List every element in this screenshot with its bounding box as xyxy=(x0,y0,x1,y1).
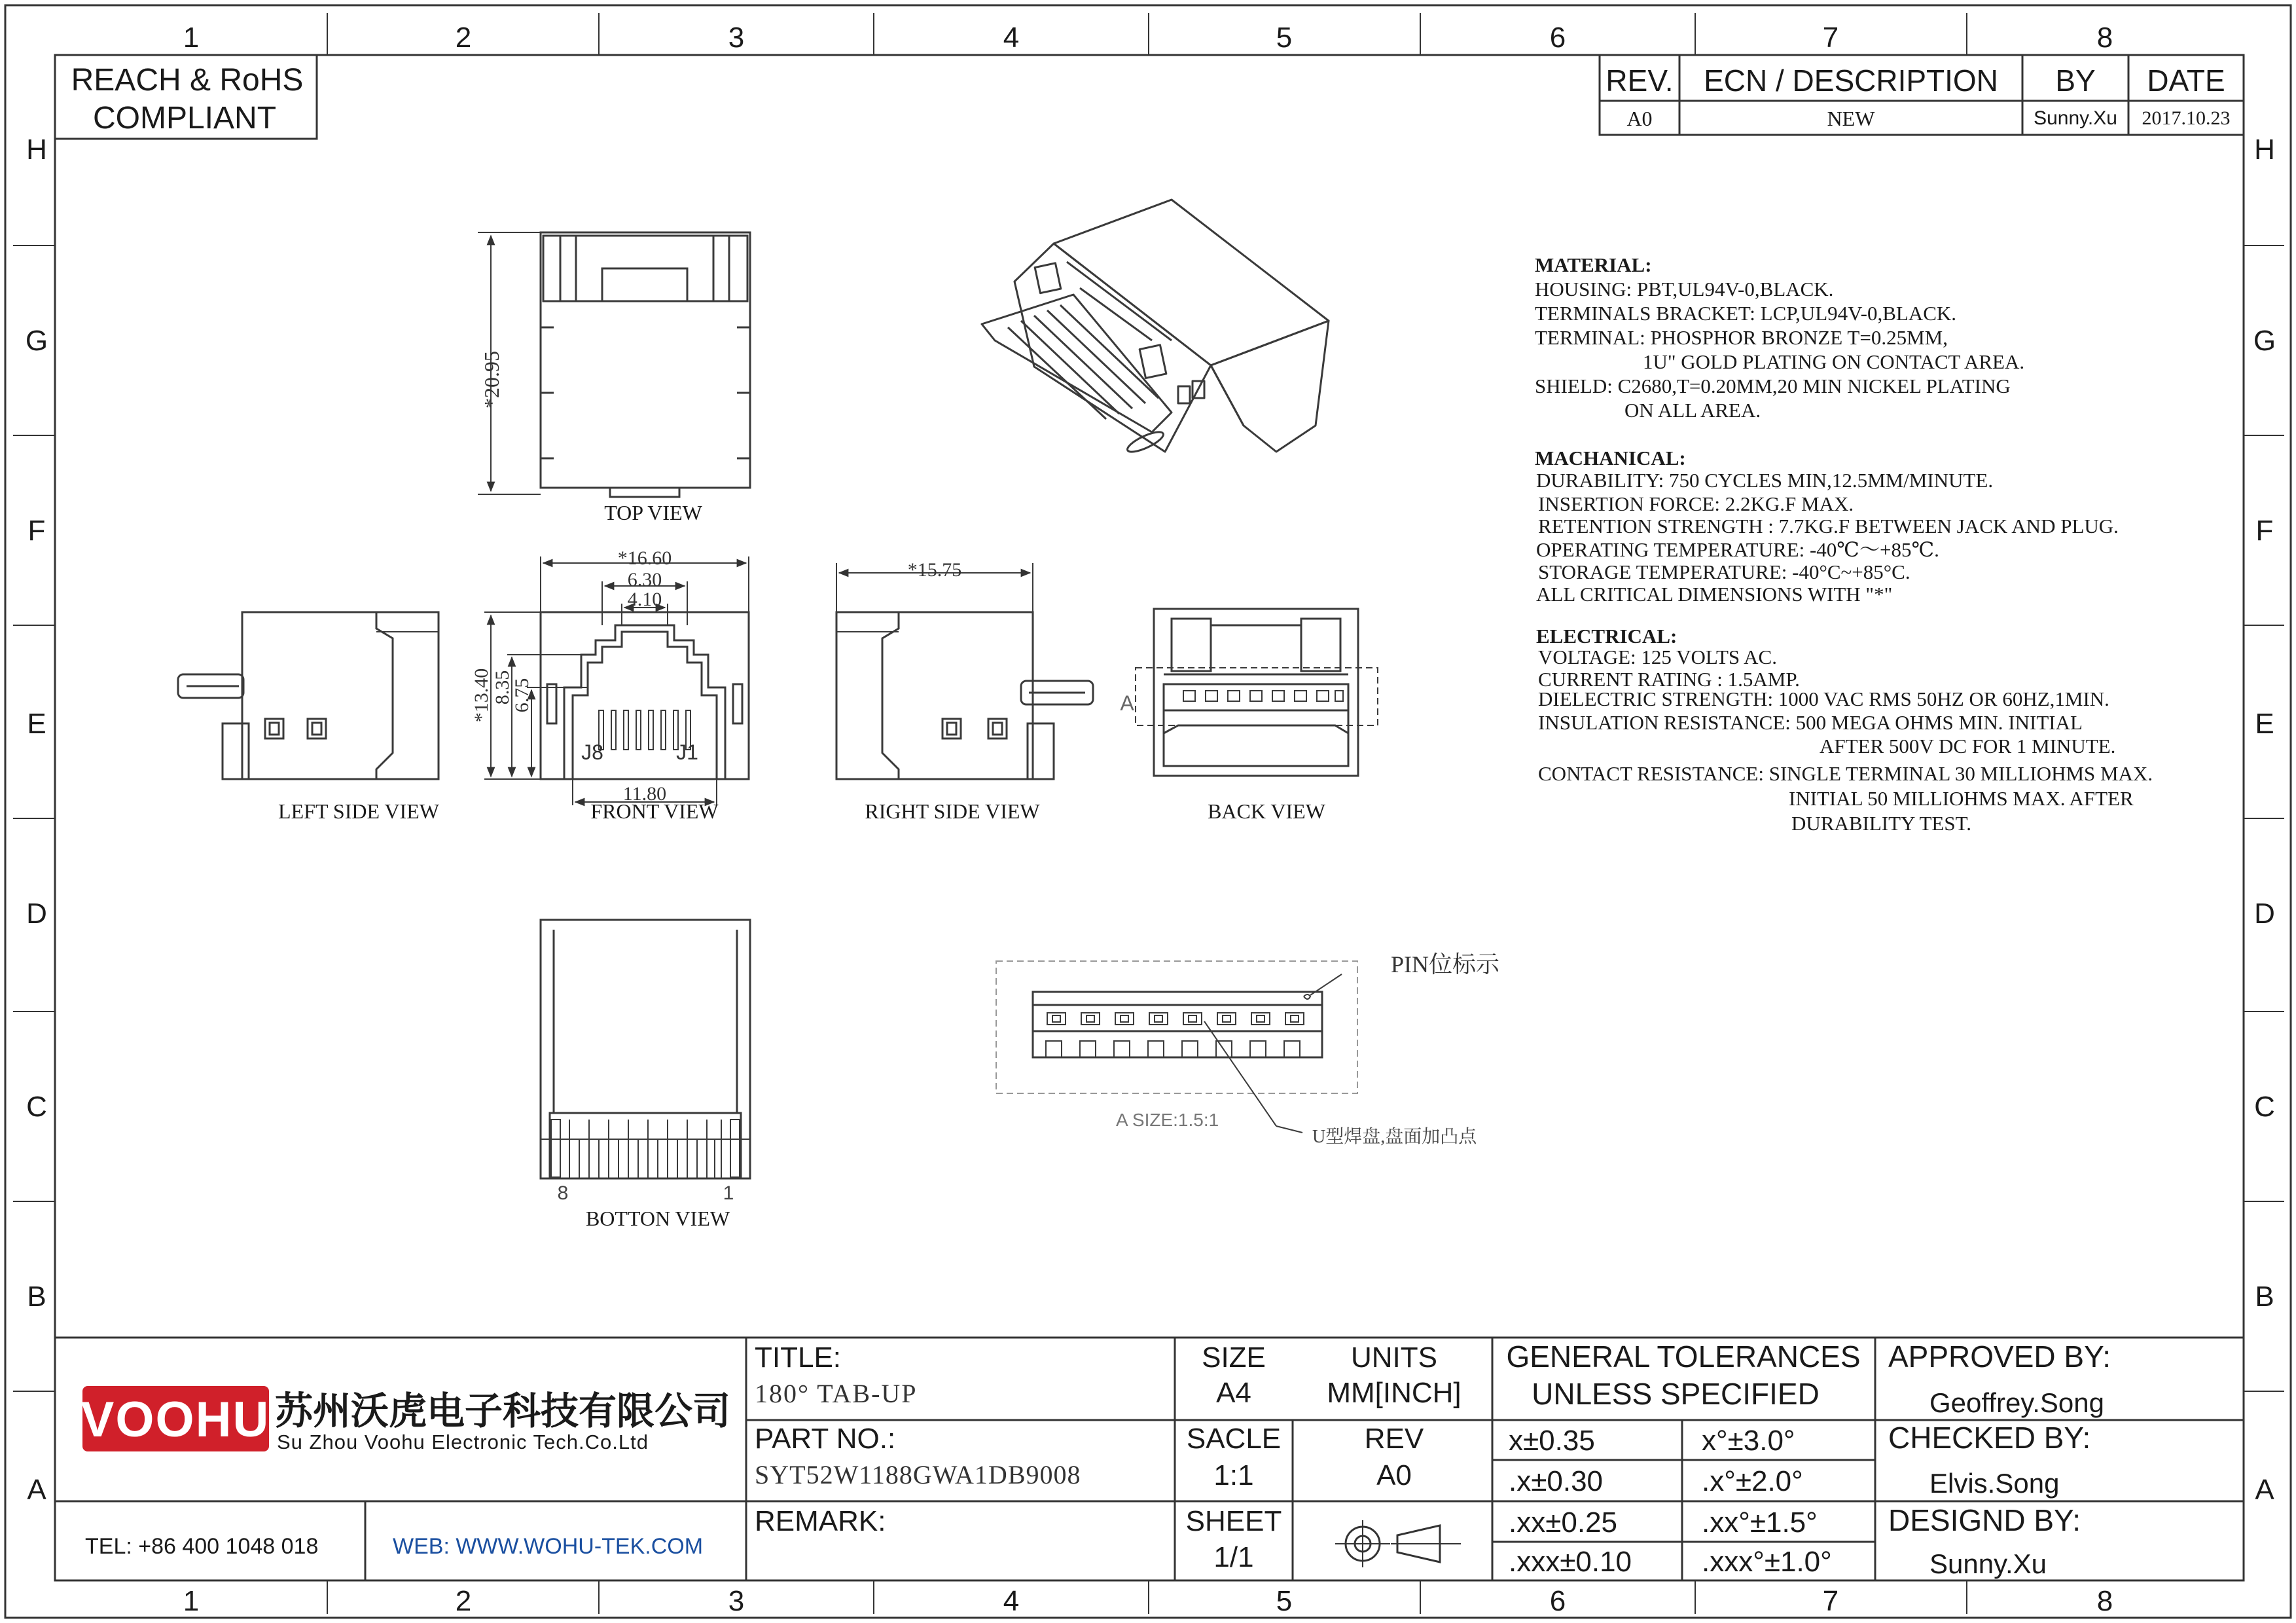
zone-col-4-bottom: 4 xyxy=(1003,1585,1020,1617)
tolerance-linear: .xxx±0.10 xyxy=(1509,1546,1632,1578)
mechanical-line: DURABILITY: 750 CYCLES MIN,12.5MM/MINUTE. xyxy=(1536,469,1994,492)
dim-front-h3: 6.75 xyxy=(511,678,533,713)
electrical-line: VOLTAGE: 125 VOLTS AC. xyxy=(1538,646,1777,668)
dim-front-plug-inner: 4.10 xyxy=(627,589,662,610)
electrical-line: CURRENT RATING : 1.5AMP. xyxy=(1538,668,1800,691)
back-view-label: BACK VIEW xyxy=(1208,799,1325,823)
zone-col-7: 7 xyxy=(1822,22,1839,54)
electrical-heading: ELECTRICAL: xyxy=(1536,625,1677,647)
zone-col-5-bottom: 5 xyxy=(1276,1585,1293,1617)
size-value: A4 xyxy=(1216,1377,1251,1409)
tolerance-angular: .x°±2.0° xyxy=(1702,1465,1803,1497)
section-marker-a: A xyxy=(1120,691,1134,715)
sheet-label: SHEET xyxy=(1185,1505,1282,1537)
right-side-view xyxy=(836,563,1093,779)
zone-col-3: 3 xyxy=(728,22,745,54)
contact-web: WEB: WWW.WOHU-TEK.COM xyxy=(393,1534,704,1559)
approved-by-label: APPROVED BY: xyxy=(1888,1340,2111,1374)
approved-by-value: Geoffrey.Song xyxy=(1929,1387,2104,1418)
tolerance-heading-2: UNLESS SPECIFIED xyxy=(1532,1377,1820,1411)
mechanical-heading: MACHANICAL: xyxy=(1535,447,1686,469)
detail-scale-label: A SIZE:1.5:1 xyxy=(1116,1110,1219,1130)
mechanical-line: ALL CRITICAL DIMENSIONS WITH "*" xyxy=(1536,583,1893,606)
zone-row-h-right: H xyxy=(2254,134,2275,166)
tolerance-heading-1: GENERAL TOLERANCES xyxy=(1506,1340,1861,1374)
compliance-line2: COMPLIANT xyxy=(92,101,277,136)
pin-label-j8: J8 xyxy=(581,740,603,764)
electrical-line: CONTACT RESISTANCE: SINGLE TERMINAL 30 MILLIOHMS MAX. xyxy=(1538,762,2153,785)
front-view-label: FRONT VIEW xyxy=(590,799,719,823)
mechanical-line: RETENTION STRENGTH : 7.7KG.F BETWEEN JACK AND PLUG. xyxy=(1538,515,2119,538)
scale-value: 1:1 xyxy=(1213,1459,1254,1491)
designed-by-label: DESIGND BY: xyxy=(1888,1503,2081,1537)
zone-row-a-right: A xyxy=(2255,1474,2274,1506)
title-label: TITLE: xyxy=(755,1341,842,1374)
description-header: ECN / DESCRIPTION xyxy=(1704,64,1998,98)
tolerance-angular: .xx°±1.5° xyxy=(1702,1506,1818,1539)
zone-col-2: 2 xyxy=(455,22,472,54)
part-number-value: SYT52W1188GWA1DB9008 xyxy=(755,1460,1081,1489)
dim-front-plug-outer: 6.30 xyxy=(627,569,662,591)
zone-col-5: 5 xyxy=(1276,22,1293,54)
scale-label: SACLE xyxy=(1186,1423,1282,1455)
description-value: NEW xyxy=(1827,107,1875,130)
electrical-line: DURABILITY TEST. xyxy=(1791,812,1971,835)
detail-a xyxy=(996,961,1357,1133)
top-view-label: TOP VIEW xyxy=(604,501,702,524)
revision-block xyxy=(1600,55,2244,135)
rev-label: REV xyxy=(1364,1423,1424,1455)
zone-col-8: 8 xyxy=(2096,22,2113,54)
zone-row-g: G xyxy=(25,325,48,357)
top-view xyxy=(478,232,750,497)
bottom-view xyxy=(541,920,750,1178)
tolerance-linear: .xx±0.25 xyxy=(1509,1506,1618,1539)
material-line: ON ALL AREA. xyxy=(1624,399,1761,422)
dim-front-bottom: 11.80 xyxy=(622,783,667,805)
mechanical-line: OPERATING TEMPERATURE: -40℃～+85℃. xyxy=(1536,538,1939,561)
zone-row-e: E xyxy=(27,708,46,740)
zone-row-h: H xyxy=(26,134,47,166)
logo-text: VOOHU xyxy=(81,1392,270,1448)
pad-note: U型焊盘,盘面加凸点 xyxy=(1312,1127,1477,1147)
title-block xyxy=(55,1338,2244,1580)
compliance-line1: REACH & RoHS xyxy=(71,63,304,98)
material-line: TERMINALS BRACKET: LCP,UL94V-0,BLACK. xyxy=(1535,302,1957,325)
zone-row-b: B xyxy=(27,1281,46,1313)
sheet-value: 1/1 xyxy=(1213,1541,1254,1573)
date-value: 2017.10.23 xyxy=(2142,107,2231,129)
electrical-line: AFTER 500V DC FOR 1 MINUTE. xyxy=(1820,735,2116,757)
zone-row-a: A xyxy=(27,1474,46,1506)
electrical-line: DIELECTRIC STRENGTH: 1000 VAC RMS 50HZ OR 60HZ,1MIN. xyxy=(1538,687,2109,710)
zone-row-f-right: F xyxy=(2255,515,2274,547)
material-line: TERMINAL: PHOSPHOR BRONZE T=0.25MM, xyxy=(1535,326,1948,349)
back-view xyxy=(1136,609,1378,776)
checked-by-value: Elvis.Song xyxy=(1929,1468,2060,1499)
compliance-box xyxy=(55,55,317,139)
dim-top-height: *20.95 xyxy=(480,351,503,409)
remark-label: REMARK: xyxy=(755,1505,886,1537)
material-line: 1U" GOLD PLATING ON CONTACT AREA. xyxy=(1643,350,2025,373)
checked-by-label: CHECKED BY: xyxy=(1888,1421,2091,1455)
electrical-line: INITIAL 50 MILLIOHMS MAX. AFTER xyxy=(1789,787,2134,810)
projection-symbol-icon xyxy=(1335,1520,1461,1567)
pin-label-8: 8 xyxy=(557,1182,569,1204)
dim-front-h2: 8.35 xyxy=(492,670,513,705)
rev-value: A0 xyxy=(1626,107,1653,130)
units-value: MM[INCH] xyxy=(1327,1377,1462,1409)
company-name-en: Su Zhou Voohu Electronic Tech.Co.Ltd xyxy=(277,1431,649,1453)
mechanical-line: STORAGE TEMPERATURE: -40°C~+85°C. xyxy=(1538,560,1910,583)
mechanical-line: INSERTION FORCE: 2.2KG.F MAX. xyxy=(1538,492,1854,515)
zone-col-2-bottom: 2 xyxy=(455,1585,472,1617)
left-side-view-label: LEFT SIDE VIEW xyxy=(278,799,439,823)
bottom-view-label: BOTTON VIEW xyxy=(585,1207,730,1230)
pin-label-1: 1 xyxy=(723,1182,734,1204)
zone-col-3-bottom: 3 xyxy=(728,1585,745,1617)
tolerance-angular: .xxx°±1.0° xyxy=(1702,1546,1832,1578)
zone-row-c-right: C xyxy=(2254,1091,2275,1123)
material-heading: MATERIAL: xyxy=(1535,253,1652,276)
zone-row-f: F xyxy=(27,515,46,547)
dim-side-length: *15.75 xyxy=(907,559,962,581)
zone-row-b-right: B xyxy=(2255,1281,2274,1313)
rev-value-title: A0 xyxy=(1376,1459,1412,1491)
units-label: UNITS xyxy=(1351,1341,1437,1374)
tolerance-angular: x°±3.0° xyxy=(1702,1425,1795,1457)
pin-label-j1: J1 xyxy=(676,740,698,764)
tolerance-linear: .x±0.30 xyxy=(1509,1465,1604,1497)
dim-front-height: *13.40 xyxy=(471,668,492,723)
size-label: SIZE xyxy=(1202,1341,1266,1374)
zone-row-c: C xyxy=(26,1091,47,1123)
zone-row-e-right: E xyxy=(2255,708,2274,740)
dim-front-width: *16.60 xyxy=(617,547,672,569)
part-number-label: PART NO.: xyxy=(755,1423,896,1455)
zone-col-7-bottom: 7 xyxy=(1822,1585,1839,1617)
date-header: DATE xyxy=(2147,64,2225,98)
zone-col-6: 6 xyxy=(1549,22,1566,54)
by-value: Sunny.Xu xyxy=(2034,107,2117,129)
zone-row-d-right: D xyxy=(2254,898,2275,930)
rev-header: REV. xyxy=(1605,64,1674,98)
zone-col-6-bottom: 6 xyxy=(1549,1585,1566,1617)
company-logo xyxy=(81,1386,270,1451)
title-value: 180° TAB-UP xyxy=(755,1379,918,1408)
isometric-view xyxy=(982,200,1329,456)
pin-marker-note: PIN位标示 xyxy=(1391,951,1500,977)
zone-col-4: 4 xyxy=(1003,22,1020,54)
material-line: SHIELD: C2680,T=0.20MM,20 MIN NICKEL PLATING xyxy=(1535,374,2011,397)
contact-tel: TEL: +86 400 1048 018 xyxy=(85,1534,319,1559)
zone-col-8-bottom: 8 xyxy=(2096,1585,2113,1617)
zone-row-d: D xyxy=(26,898,47,930)
by-header: BY xyxy=(2055,64,2096,98)
specification-notes xyxy=(1535,253,2153,835)
zone-col-1: 1 xyxy=(183,22,200,54)
electrical-line: INSULATION RESISTANCE: 500 MEGA OHMS MIN. INITIAL xyxy=(1538,711,2083,734)
designed-by-value: Sunny.Xu xyxy=(1929,1548,2047,1579)
company-name-cn: 苏州沃虎电子科技有限公司 xyxy=(275,1390,731,1432)
zone-row-g-right: G xyxy=(2253,325,2276,357)
left-side-view xyxy=(178,612,439,779)
zone-col-1-bottom: 1 xyxy=(183,1585,200,1617)
material-line: HOUSING: PBT,UL94V-0,BLACK. xyxy=(1535,278,1834,301)
tolerance-linear: x±0.35 xyxy=(1509,1425,1595,1457)
right-side-view-label: RIGHT SIDE VIEW xyxy=(865,799,1040,823)
